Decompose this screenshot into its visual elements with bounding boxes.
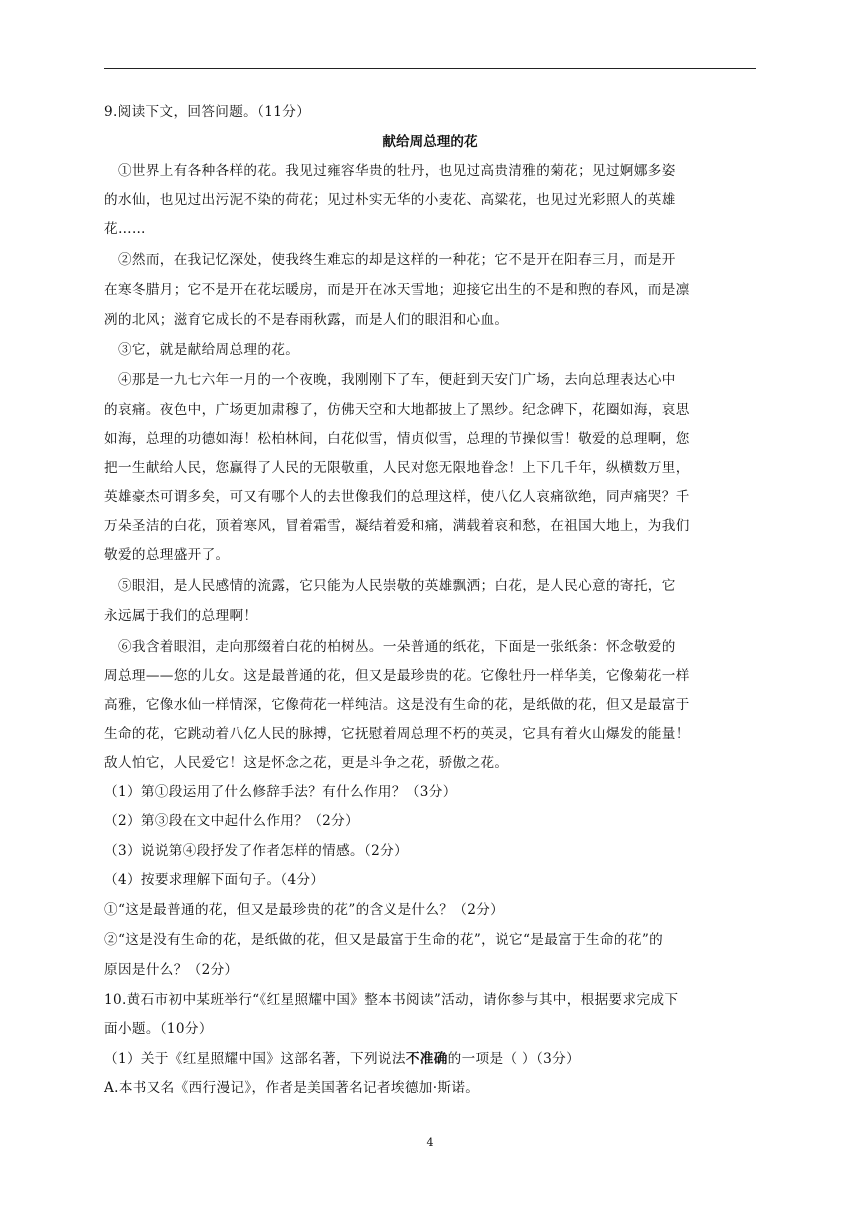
passage-line: ①世界上有各种各样的花。我见过雍容华贵的牡丹，也见过高贵清雅的菊花；见过婀娜多姿 [104,163,676,179]
passage-title: 献给周总理的花 [382,134,478,150]
passage-line: （4）按要求理解下面句子。（4分） [104,872,325,888]
sub1-emphasis: 不准确 [405,1051,448,1067]
passage-line: ④那是一九七六年一月的一个夜晚，我刚刚下了车，便赶到天安门广场，去向总理表达心中 [104,372,676,388]
passage-line: 敌人怕它，人民爱它！这是怀念之花，更是斗争之花，骄傲之花。 [104,755,509,771]
passage-line: 冽的北风；滋育它成长的不是春雨秋露，而是人们的眼泪和心血。 [104,312,509,328]
passage-line: 周总理——您的儿女。这是最普通的花，但又是最珍贵的花。它像牡丹一样华美，它像菊花一样 [104,668,690,684]
passage-line: 英雄豪杰可谓多矣，可又有哪个人的去世像我们的总理这样，使八亿人哀痛欲绝，同声痛哭？千 [104,489,690,505]
page-number: 4 [426,1136,434,1149]
passage-line: 花…… [104,221,146,237]
sub1-text-after: 的一项是（ ）（3分） [447,1051,581,1067]
passage-line: 高雅，它像水仙一样情深，它像荷花一样纯洁。这是没有生命的花，是纸做的花，但又是最富于 [104,697,690,713]
passage-line: 的水仙，也见过出污泥不染的荷花；见过朴实无华的小麦花、高粱花，也见过光彩照人的英雄 [104,192,676,208]
passage-line: 敬爱的总理盛开了。 [104,547,230,563]
option-a: A.本书又名《西行漫记》，作者是美国著名记者埃德加·斯诺。 [104,1080,480,1096]
sub1-text-before: （1）关于《红星照耀中国》这部名著，下列说法 [104,1051,406,1067]
passage-line: 在寒冬腊月；它不是开在花坛暖房，而是开在冰天雪地；迎接它出生的不是和煦的春风，而是凛 [104,282,690,298]
passage-line: ②“这是没有生命的花，是纸做的花，但又是最富于生命的花”，说它“是最富于生命的花”的 [104,932,664,948]
passage-line: 的哀痛。夜色中，广场更加肃穆了，仿佛天空和大地都披上了黑纱。纪念碑下，花圈如海，哀思 [104,402,690,418]
question-10-sub-1 [104,1049,764,1069]
passage-line: 永远属于我们的总理啊！ [104,608,258,624]
question-10-line-2: 面小题。（10分） [104,1021,213,1037]
passage-line: 如海，总理的功德如海！松柏林间，白花似雪，情贞似雪，总理的节操似雪！敬爱的总理啊，您 [104,431,690,447]
header-rule [104,68,756,69]
passage-line: 生命的花，它跳动着八亿人民的脉搏，它抚慰着周总理不朽的英灵，它具有着火山爆发的能量！ [104,726,690,742]
passage-line: ⑤眼泪，是人民感情的流露，它只能为人民崇敬的英雄飘洒；白花，是人民心意的寄托，它 [104,578,676,594]
passage-line: （1）第①段运用了什么修辞手法？有什么作用？（3分） [104,784,457,800]
passage-line: （3）说说第④段抒发了作者怎样的情感。（2分） [104,843,409,859]
passage-line: 把一生献给人民，您赢得了人民的无限敬重，人民对您无限地眷念！上下几千年，纵横数万里， [104,460,690,476]
question-9-heading: 9.阅读下文，回答问题。（11分） [104,104,311,120]
passage-line: 原因是什么？（2分） [104,962,239,978]
passage-line: ①“这是最普通的花，但又是最珍贵的花”的含义是什么？（2分） [104,902,505,918]
passage-line: 万朵圣洁的白花，顶着寒风，冒着霜雪，凝结着爱和痛，满载着哀和愁，在祖国大地上，为我们 [104,518,690,534]
passage-line: ②然而，在我记忆深处，使我终生难忘的却是这样的一种花；它不是开在阳春三月，而是开 [104,252,676,268]
passage-line: （2）第③段在文中起什么作用？（2分） [104,813,360,829]
passage-line: ③它，就是献给周总理的花。 [104,342,300,358]
question-10-line-1: 10.黄石市初中某班举行“《红星照耀中国》整本书阅读”活动，请你参与其中，根据要求完成下 [104,992,679,1008]
passage-line: ⑥我含着眼泪，走向那缀着白花的柏树丛。一朵普通的纸花，下面是一张纸条：怀念敬爱的 [104,639,676,655]
